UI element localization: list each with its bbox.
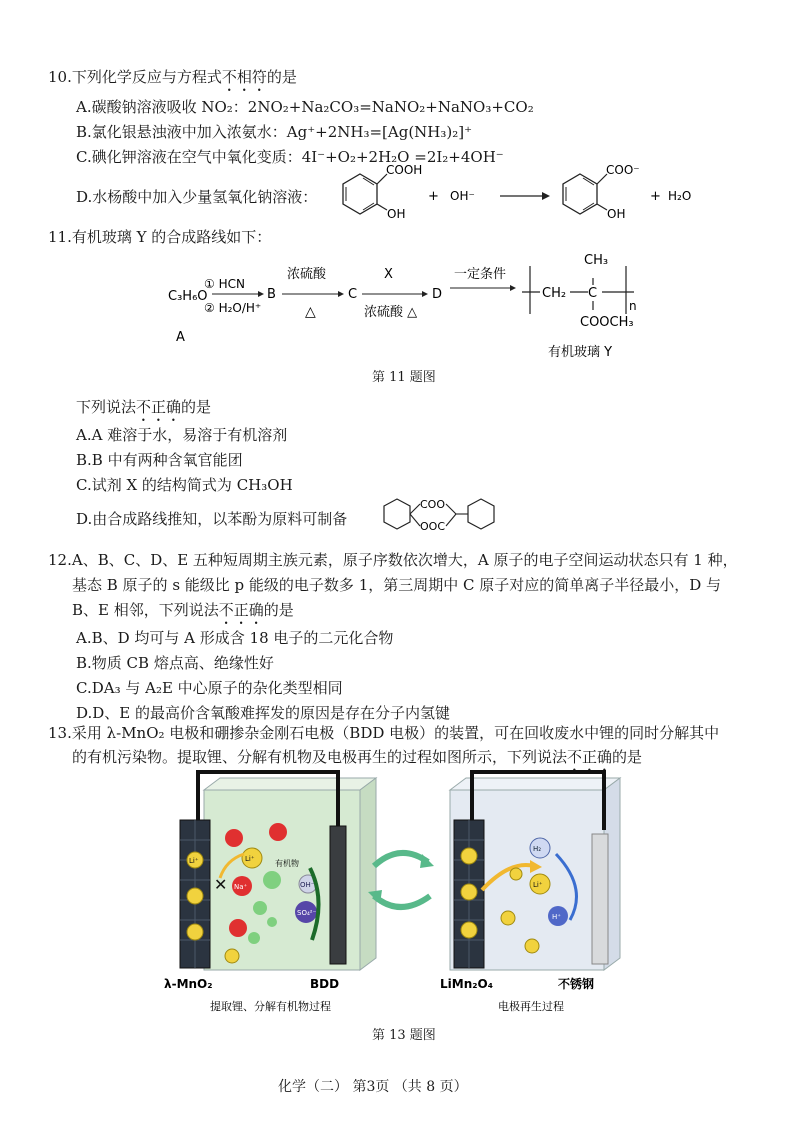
polymer-ch3: CH₃	[584, 253, 609, 268]
svg-text:Li⁺: Li⁺	[533, 881, 543, 889]
q11-synthesis-scheme	[160, 248, 660, 363]
reactant-cooh: COOH	[386, 163, 423, 177]
reactant-oh: OH	[387, 207, 406, 221]
arrow-icon	[542, 192, 550, 200]
svg-text:① HCN: ① HCN	[204, 277, 245, 291]
q10-equation-figure	[330, 160, 710, 225]
steel-label: 不锈钢	[558, 977, 595, 991]
blocked-icon: ✕	[214, 875, 228, 894]
q10-option-c: C.碘化钾溶液在空气中氧化变质：4I⁻+O₂+2H₂O =2I₂+4OH⁻	[76, 148, 504, 166]
cycle-arrow-icon	[374, 853, 428, 866]
ooc-label: OOC	[420, 520, 445, 533]
left-process-label: 提取锂、分解有机物过程	[210, 1000, 331, 1013]
q10-option-b: B.氯化银悬浊液中加入浓氨水：Ag⁺+2NH₃=[Ag(NH₃)₂]⁺	[76, 123, 473, 141]
q11-option-a: A.A 难溶于水，易溶于有机溶剂	[76, 426, 288, 444]
product-oh: OH	[607, 207, 626, 221]
q12-option-b: B.物质 CB 熔点高、绝缘性好	[76, 654, 274, 672]
svg-text:OH⁻: OH⁻	[300, 881, 315, 889]
product-coo: COO⁻	[606, 163, 640, 177]
svg-text:Li⁺: Li⁺	[245, 855, 255, 863]
limn2o4-label: LiMn₂O₄	[440, 977, 493, 991]
polymer-n: n	[629, 299, 637, 313]
coo-label: COO	[420, 498, 445, 511]
polymer-c: C	[588, 286, 598, 301]
svg-text:Na⁺: Na⁺	[234, 883, 248, 891]
q12-option-c: C.DA₃ 与 A₂E 中心原子的杂化类型相同	[76, 679, 343, 697]
q13-apparatus-figure	[160, 770, 660, 1015]
svg-text:② H₂O/H⁺: ② H₂O/H⁺	[204, 301, 262, 315]
q11-option-b: B.B 中有两种含氧官能团	[76, 451, 243, 469]
q10-option-d: D.水杨酸中加入少量氢氧化钠溶液：	[76, 188, 318, 206]
page-footer: 化学（二） 第3页 （共 8 页）	[278, 1079, 468, 1095]
water: H₂O	[668, 189, 692, 203]
product-y-label: 有机玻璃 Y	[548, 345, 613, 360]
right-process-label: 电极再生过程	[498, 1000, 564, 1013]
svg-text:一定条件: 一定条件	[454, 267, 507, 282]
compound-d: D	[432, 287, 443, 302]
compound-a-formula: C₃H₆O	[168, 289, 208, 304]
q11-caption: 第 11 题图	[372, 370, 436, 385]
q11-ask: 下列说法不正确的是	[76, 398, 212, 416]
svg-text:SO₄²⁻: SO₄²⁻	[297, 909, 317, 917]
bdd-label: BDD	[310, 977, 340, 991]
q12-option-d: D.D、E 的最高价含氧酸难挥发的原因是存在分子内氢键	[76, 704, 451, 722]
svg-text:H₂: H₂	[533, 845, 542, 853]
q11-dilactone-structure	[370, 492, 510, 542]
q13-line-1: 13.采用 λ-MnO₂ 电极和硼掺杂金刚石电极（BDD 电极）的装置，可在回收废水中锂的同时分解其中	[48, 724, 720, 742]
svg-text:浓硫酸: 浓硫酸	[287, 267, 327, 282]
polymer-ch2: CH₂	[542, 286, 567, 301]
q10-stem: 10.下列化学反应与方程式不相符的是	[48, 68, 297, 86]
q11-option-c: C.试剂 X 的结构简式为 CH₃OH	[76, 476, 293, 494]
lambda-mno2-label: λ-MnO₂	[164, 977, 213, 991]
compound-c: C	[348, 287, 358, 302]
q11-option-d: D.由合成路线推知，以苯酚为原料可制备	[76, 510, 348, 528]
reagent-x: X	[384, 267, 393, 282]
q12-option-a: A.B、D 均可与 A 形成含 18 电子的二元化合物	[76, 629, 394, 647]
plus-sign: +	[428, 189, 439, 204]
svg-text:Li⁺: Li⁺	[189, 857, 199, 865]
q10-option-a: A.碳酸钠溶液吸收 NO₂：2NO₂+Na₂CO₃=NaNO₂+NaNO₃+CO₂	[76, 98, 534, 116]
compound-b: B	[267, 287, 276, 302]
q13-caption: 第 13 题图	[372, 1028, 436, 1043]
compound-a-label: A	[176, 330, 185, 345]
hydroxide-ion: OH⁻	[450, 189, 475, 203]
q12-line-2: 基态 B 原子的 s 能级比 p 能级的电子数多 1，第三周期中 C 原子对应的简单离子半径最小，D 与	[72, 576, 722, 594]
svg-text:H⁺: H⁺	[552, 913, 561, 921]
particle	[225, 829, 243, 847]
q12-line-3: B、E 相邻，下列说法不正确的是	[72, 601, 294, 619]
bdd-electrode	[330, 826, 346, 964]
steel-electrode	[592, 834, 608, 964]
q11-stem: 11.有机玻璃 Y 的合成路线如下：	[48, 228, 272, 246]
q12-line-1: 12.A、B、C、D、E 五种短周期主族元素，原子序数依次增大，A 原子的电子空间运动状态只有 1 种，	[48, 551, 738, 569]
organic-label: 有机物	[275, 859, 299, 868]
svg-text:浓硫酸 △: 浓硫酸 △	[364, 305, 418, 320]
svg-text:+: +	[650, 189, 661, 204]
svg-text:△: △	[305, 304, 316, 320]
q13-line-2: 的有机污染物。提取锂、分解有机物及电极再生的过程如图所示，下列说法不正确的是	[72, 748, 643, 766]
polymer-ester: COOCH₃	[580, 315, 634, 330]
